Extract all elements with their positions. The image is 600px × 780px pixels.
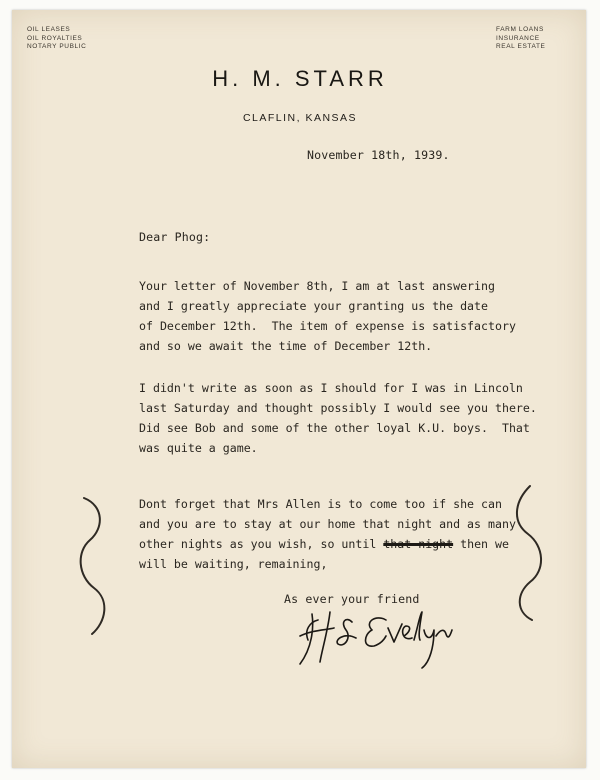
text-line: was quite a game.: [139, 441, 258, 455]
struck-out-text: that night: [383, 537, 454, 551]
right-margin-squiggle: [517, 486, 541, 620]
text-segment: other nights as you wish, so until: [139, 537, 384, 551]
text-line: and I greatly appreciate your granting us the date: [139, 299, 489, 313]
service-line: NOTARY PUBLIC: [27, 43, 87, 50]
service-line: REAL ESTATE: [496, 43, 546, 50]
text-line: last Saturday and thought possibly I would see you there.: [139, 401, 537, 415]
salutation: Dear Phog:: [139, 230, 211, 244]
service-line: OIL ROYALTIES: [27, 34, 83, 42]
service-line: OIL LEASES: [27, 26, 71, 33]
text-line: and you are to stay at our home that night and as many: [139, 517, 516, 531]
letterhead-city: CLAFLIN, KANSAS: [242, 112, 358, 124]
letter-date: November 18th, 1939.: [307, 148, 450, 162]
text-line: Your letter of November 8th, I am at last answering: [139, 279, 495, 293]
signature: [300, 612, 452, 668]
text-line: will be waiting, remaining,: [139, 557, 328, 571]
text-line: and so we await the time of December 12th.: [139, 339, 433, 353]
text-line: of December 12th. The item of expense is satisfactory: [139, 319, 516, 333]
closing: As ever your friend: [284, 592, 420, 606]
letterhead-name: H. M. STARR: [212, 66, 388, 91]
left-margin-squiggle: [81, 498, 105, 634]
service-line: INSURANCE: [496, 34, 540, 42]
service-line: FARM LOANS: [496, 26, 544, 33]
text-line: Did see Bob and some of the other loyal K.U. boys. That: [139, 421, 530, 435]
text-line: I didn't write as soon as I should for I was in Lincoln: [139, 381, 523, 395]
text-line: Dont forget that Mrs Allen is to come too if she can: [139, 497, 502, 511]
text-segment: then we: [453, 537, 509, 551]
